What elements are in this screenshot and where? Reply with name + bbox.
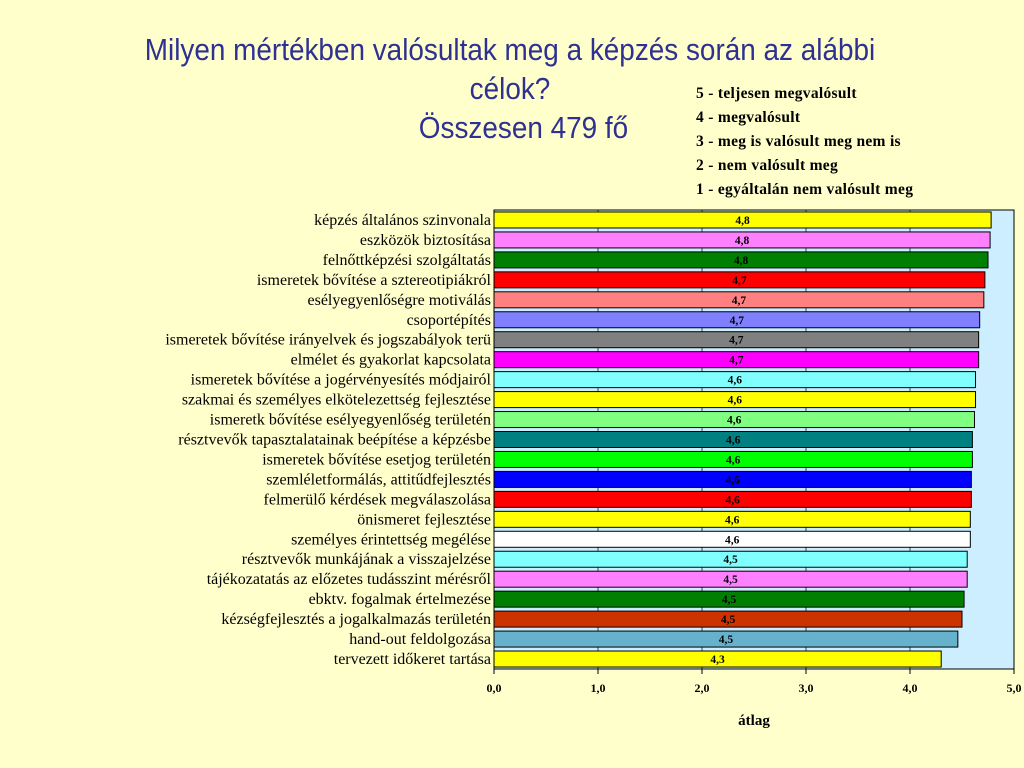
data-label: 4,8: [734, 234, 750, 247]
category-label: elmélet és gyakorlat kapcsolata: [290, 351, 491, 369]
category-label: ismeretek bővítése esetjog területén: [262, 451, 491, 469]
x-tick-label: 0,0: [486, 681, 502, 695]
data-label: 4,5: [723, 554, 738, 567]
x-axis-label: átlag: [738, 713, 770, 729]
data-label: 4,5: [721, 594, 737, 607]
data-label: 4,3: [710, 654, 725, 667]
category-label: kézségfejlesztés a jogalkalmazás területén: [221, 611, 491, 629]
data-label: 4,7: [729, 314, 745, 327]
category-label: résztvevők tapasztalatainak beépítése a képzésbe: [178, 431, 491, 449]
category-label: önismeret fejlesztése: [357, 511, 491, 529]
category-label: ismeretek bővítése a jogérvényesítés módjairól: [190, 371, 491, 389]
legend-item-4: 4 - megvalósult: [696, 109, 801, 126]
title-line-3: Összesen 479 fő: [418, 110, 629, 145]
legend-item-3: 3 - meg is valósult meg nem is: [696, 133, 901, 150]
category-label: résztvevők munkájának a visszajelzése: [241, 551, 491, 569]
category-label: csoportépítés: [406, 311, 491, 329]
legend-item-1: 1 - egyáltalán nem valósult meg: [696, 181, 914, 198]
x-tick-label: 2,0: [694, 681, 710, 695]
data-label: 4,7: [729, 334, 744, 347]
data-label: 4,8: [735, 214, 750, 227]
data-label: 4,6: [725, 494, 740, 507]
category-label: ismeretek bővítése a sztereotipiákról: [256, 271, 491, 289]
category-label: szakmai és személyes elkötelezettség fejlesztése: [181, 391, 491, 409]
category-label: felnőttképzési szolgáltatás: [322, 251, 491, 269]
category-label: hand-out feldolgozása: [349, 631, 491, 649]
x-tick-label: 5,0: [1006, 681, 1022, 695]
data-label: 4,6: [727, 414, 742, 427]
data-label: 4,6: [726, 434, 741, 447]
data-label: 4,6: [724, 514, 740, 527]
x-tick-label: 1,0: [590, 681, 606, 695]
data-label: 4,5: [720, 614, 736, 627]
category-label: tervezett időkeret tartása: [333, 651, 491, 669]
category-label: személyes érintettség megélése: [291, 531, 491, 549]
title-line-1: Milyen mértékben valósultak meg a képzés során az alábbi: [144, 32, 876, 67]
category-label: tájékozatatás az előzetes tudásszint mérésről: [206, 571, 491, 589]
data-label: 4,6: [727, 374, 742, 387]
x-tick-label: 4,0: [902, 681, 918, 695]
title-line-2: célok?: [469, 71, 551, 106]
legend-item-2: 2 - nem valósult meg: [696, 157, 839, 174]
category-label: ismeretk bővítése esélyegyenlőség területén: [209, 411, 491, 429]
data-label: 4,7: [729, 354, 744, 367]
data-label: 4,5: [723, 574, 738, 587]
data-label: 4,7: [732, 274, 747, 287]
x-tick-label: 3,0: [798, 681, 814, 695]
category-label: képzés általános szinvonala: [314, 211, 491, 229]
data-label: 4,6: [724, 534, 740, 547]
data-label: 4,6: [727, 394, 742, 407]
category-label: felmerülő kérdések megválaszolása: [263, 491, 491, 509]
data-label: 4,6: [725, 474, 740, 487]
data-label: 4,8: [733, 254, 749, 267]
category-label: ebktv. fogalmak értelmezése: [308, 591, 491, 609]
legend-item-5: 5 - teljesen megvalósult: [696, 85, 857, 102]
data-label: 4,5: [718, 634, 734, 647]
data-label: 4,6: [726, 454, 741, 467]
category-label: esélyegyenlőségre motiválás: [307, 291, 491, 309]
category-label: eszközök biztosítása: [359, 231, 491, 249]
category-label: szemléletformálás, attitűdfejlesztés: [266, 471, 491, 489]
category-label: ismeretek bővítése irányelvek és jogszabályok terü: [165, 331, 491, 349]
data-label: 4,7: [731, 294, 747, 307]
